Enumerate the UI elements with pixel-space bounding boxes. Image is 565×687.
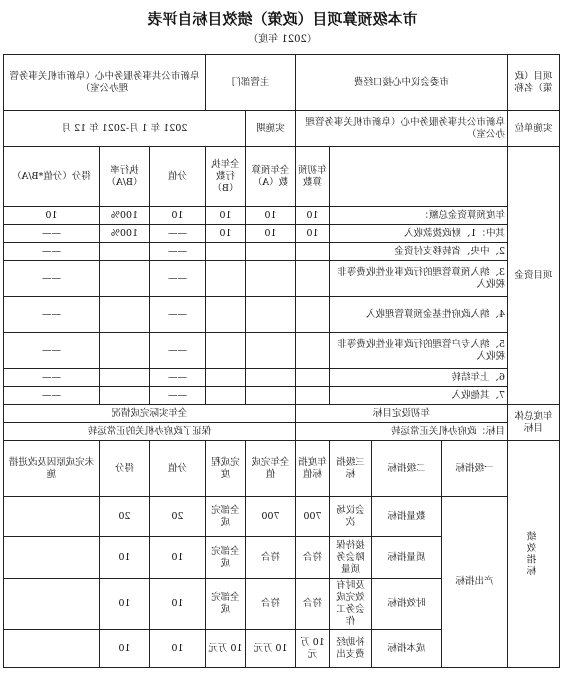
funds-cell: 100%: [99, 207, 149, 225]
indicator-reason: [3, 579, 99, 630]
indicator-l3: 及时有效完成会务工作: [330, 579, 372, 630]
funds-cell: [295, 261, 329, 297]
funds-cell: 100%: [99, 225, 149, 243]
goals-header-row: [3, 405, 559, 423]
funds-row-label: 2、中央、省转移支付资金: [330, 243, 508, 261]
funds-cell: [99, 297, 149, 333]
indicator-l2: 质量指标: [372, 537, 442, 579]
funds-cell: [245, 243, 295, 261]
indicator-col-header: 全年完成值: [245, 441, 295, 497]
indicator-score: 10: [99, 630, 149, 668]
funds-cell: [205, 369, 245, 387]
indicator-actual: 符合: [245, 537, 295, 579]
funds-cell: ——: [149, 261, 205, 297]
funds-cell: [205, 243, 245, 261]
funds-cell: [245, 261, 295, 297]
indicator-target: 10 万元: [295, 630, 329, 668]
indicator-col-header: 二级指标: [372, 441, 442, 497]
indicator-col-header: 一级指标: [442, 441, 508, 497]
funds-row: [3, 369, 559, 387]
project-name-row: [3, 55, 559, 111]
funds-cell: [295, 333, 329, 369]
funds-cell: [295, 243, 329, 261]
impl-unit-label: 实施单位: [508, 111, 560, 147]
indicator-actual: 700: [245, 497, 295, 537]
funds-cell: [205, 387, 245, 405]
goals-row: [3, 423, 559, 441]
funds-cell: 10: [295, 207, 329, 225]
indicator-target: 符合: [295, 537, 329, 579]
impl-unit-row: [3, 111, 559, 147]
funds-cell: [205, 261, 245, 297]
funds-cell: 10: [245, 225, 295, 243]
funds-col-header: 全年执行数（B）: [205, 147, 245, 207]
funds-row-label: 7、其他收入: [330, 387, 508, 405]
indicator-l3: 会议场次: [330, 497, 372, 537]
funds-cell: 10: [295, 225, 329, 243]
indicator-degree: 全部完成: [205, 579, 245, 630]
funds-cell: ——: [3, 387, 99, 405]
indicator-actual: 符合: [245, 579, 295, 630]
funds-cell: [99, 369, 149, 387]
indicator-actual: 10 万元: [245, 630, 295, 668]
funds-cell: ——: [149, 369, 205, 387]
funds-row: [3, 333, 559, 369]
project-name-label: 项目（政策）名称: [508, 55, 560, 111]
indicator-weight: 10: [149, 630, 205, 668]
funds-row-label: 4、纳入政府性基金预算管理收入: [330, 297, 508, 333]
funds-cell: [245, 369, 295, 387]
indicator-degree: 全部完成: [205, 537, 245, 579]
indicator-score: 20: [99, 497, 149, 537]
impl-period-label: 实施期: [245, 111, 295, 147]
indicator-col-header: 未完成原因及改进措施: [3, 441, 99, 497]
funds-cell: ——: [3, 261, 99, 297]
indicator-l3: 接待保障会务质量: [330, 537, 372, 579]
indicator-reason: [3, 630, 99, 668]
indicator-col-header: 年度指标值: [295, 441, 329, 497]
funds-row: [3, 207, 559, 225]
indicators-header-row: [3, 441, 559, 497]
funds-row: [3, 297, 559, 333]
funds-cell: ——: [149, 333, 205, 369]
funds-cell: 10: [205, 225, 245, 243]
indicator-score: 10: [99, 537, 149, 579]
funds-cell: 10: [205, 207, 245, 225]
goals-actual: 保证了政府办机关的正常运转: [3, 423, 295, 441]
year-note: （2021 年度）: [248, 34, 317, 45]
indicator-col-header: 分值: [149, 441, 205, 497]
funds-cell: [295, 387, 329, 405]
funds-cell: [245, 387, 295, 405]
funds-cell: [99, 387, 149, 405]
page-title: 市本级预算项目（政策）绩效目标自评表: [147, 10, 418, 28]
funds-cell: [295, 369, 329, 387]
funds-row-label: 其中：1、财政拨款收入: [330, 225, 508, 243]
indicator-weight: 10: [149, 537, 205, 579]
funds-cell: ——: [3, 225, 99, 243]
indicator-weight: 20: [149, 497, 205, 537]
funds-col-header: 分值: [149, 147, 205, 207]
goals-actual-label: 全年实际完成情况: [3, 405, 295, 423]
funds-cell: [245, 297, 295, 333]
indicator-target: 700: [295, 497, 329, 537]
indicator-l2: 成本指标: [372, 630, 442, 668]
funds-cell: [99, 261, 149, 297]
indicator-level1: 产出指标: [442, 497, 508, 668]
funds-cell: [99, 243, 149, 261]
indicator-l3: 补助经费支出: [330, 630, 372, 668]
funds-cell: ——: [149, 387, 205, 405]
funds-header-row: [3, 147, 559, 207]
funds-cell: ——: [149, 225, 205, 243]
funds-row: [3, 225, 559, 243]
indicator-row: [3, 497, 559, 537]
indicator-col-header: 完成程度: [205, 441, 245, 497]
goals-section-label: 年度总体目标: [508, 405, 560, 441]
funds-row: [3, 387, 559, 405]
indicator-l2: 数量指标: [372, 497, 442, 537]
funds-cell: [205, 297, 245, 333]
evaluation-table: [3, 54, 560, 668]
funds-row-label: 5、纳入专户管理的行政事业性收费等非税收入: [330, 333, 508, 369]
funds-row: [3, 261, 559, 297]
indicator-weight: 10: [149, 579, 205, 630]
funds-section-label: 项目资金: [508, 147, 560, 405]
funds-cell: [205, 333, 245, 369]
funds-cell: 10: [149, 207, 205, 225]
funds-cell: ——: [3, 333, 99, 369]
indicator-reason: [3, 497, 99, 537]
funds-cell: ——: [149, 243, 205, 261]
indicator-target: 符合: [295, 579, 329, 630]
impl-unit-value: 阜新市公共事务服务中心（阜新市机关事务管理办公室）: [295, 111, 507, 147]
indicators-outer-label: 绩效指标: [508, 441, 560, 668]
indicator-score: 10: [99, 579, 149, 630]
funds-row: [3, 243, 559, 261]
indicator-degree: 10 万元: [205, 630, 245, 668]
goals-expected: 目标：政府办机关正常运转: [295, 423, 507, 441]
funds-row-label: 3、纳入预算管理的行政事业性收费等非税收入: [330, 261, 508, 297]
impl-period-value: 2021 年 1 月-2021 年 12 月: [3, 111, 245, 147]
dept-label: 主管部门: [205, 55, 295, 111]
dept-value: 阜新市公共事务服务中心（阜新市机关事务管理办公室）: [3, 55, 205, 111]
funds-cell: ——: [149, 297, 205, 333]
indicator-col-header: 三级指标: [330, 441, 372, 497]
funds-row-label: 6、上年结转: [330, 369, 508, 387]
funds-cell: [295, 297, 329, 333]
funds-col-header: 全年预算数（A）: [245, 147, 295, 207]
funds-cell: 10: [245, 207, 295, 225]
indicator-degree: 全部完成: [205, 497, 245, 537]
funds-col-header: 执行率（B/A）: [99, 147, 149, 207]
funds-cell: ——: [3, 297, 99, 333]
project-name: 市委会议中心接口经费: [295, 55, 507, 111]
indicator-l2: 时效指标: [372, 579, 442, 630]
funds-cell: ——: [3, 243, 99, 261]
funds-cell: [245, 333, 295, 369]
indicator-reason: [3, 537, 99, 579]
funds-col-header: 得分（分值*B/A）: [3, 147, 99, 207]
funds-cell: [99, 333, 149, 369]
funds-col-header: 年初预算数: [295, 147, 329, 207]
indicator-col-header: 得分: [99, 441, 149, 497]
goals-expected-label: 年初设定目标: [295, 405, 507, 423]
funds-cell: ——: [3, 369, 99, 387]
funds-row-label: 年度预算资金总额：: [330, 207, 508, 225]
funds-cell: 10: [3, 207, 99, 225]
